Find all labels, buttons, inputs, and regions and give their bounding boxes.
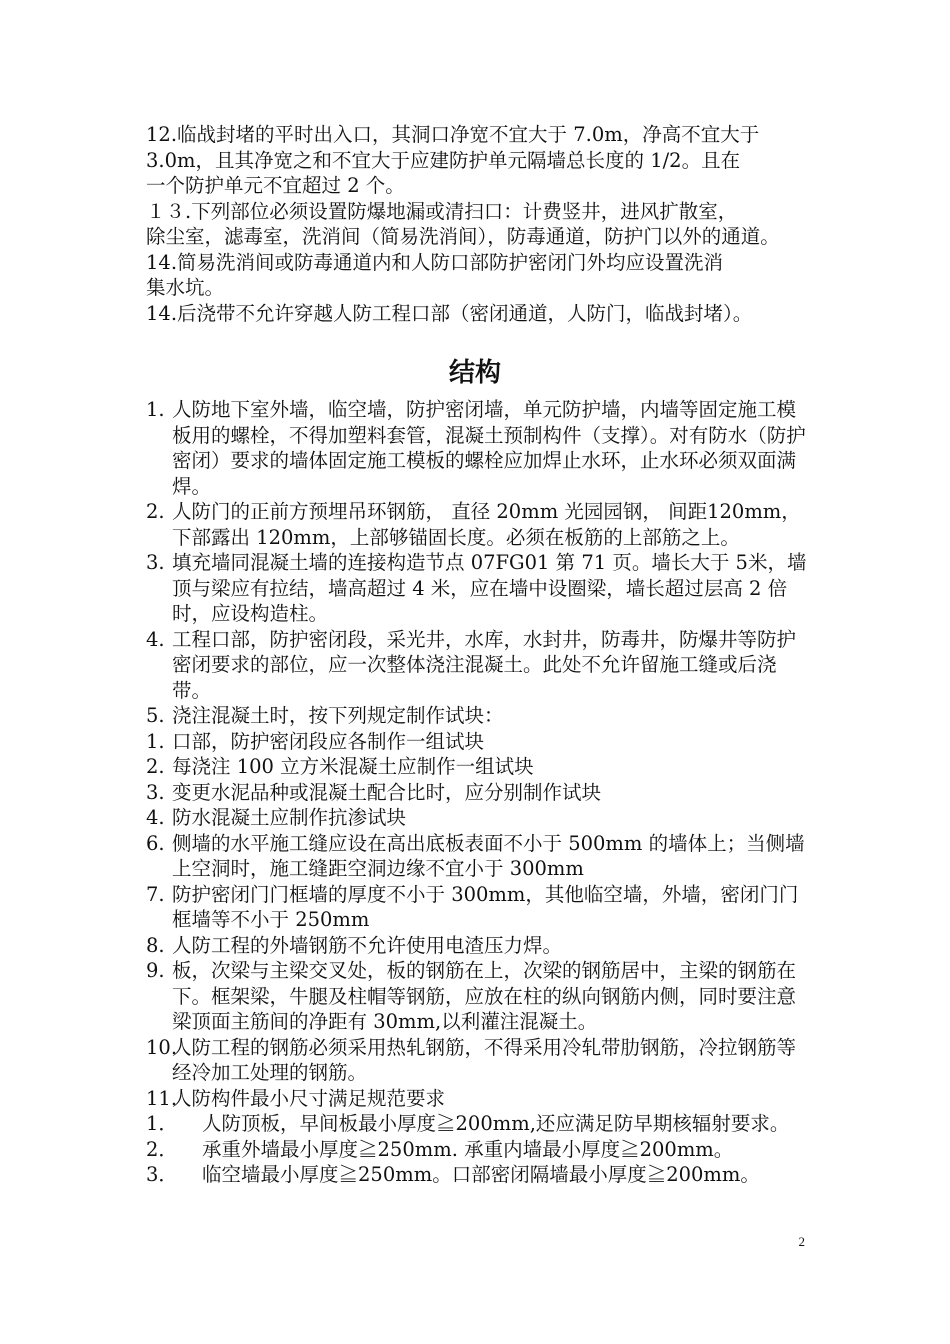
text-line: 层高 2 倍时，应设构造柱。 [172, 576, 788, 625]
list-number: 2. [146, 755, 165, 778]
list-number: 3. [146, 780, 165, 804]
intro-paragraph [146, 250, 810, 301]
list-item [146, 933, 810, 959]
list-number: 1． [146, 1112, 178, 1135]
text-line: 人防顶板，早间板最小厚度≧200mm,还应满足防早期核辐射要 [202, 1112, 751, 1135]
sub-list-item [146, 1111, 810, 1137]
list-item [146, 831, 810, 882]
list-item [146, 550, 810, 627]
text-line: 12.临战封堵的平时出入口，其洞口净宽不宜大于 7.0m，净高不宜大于 [146, 123, 760, 146]
list-number: 4. [146, 627, 165, 651]
list-item [146, 754, 810, 780]
text-line: 120mm，下部露出 120mm，上部够锚固长度。必须在板筋的上部筋 [172, 500, 801, 549]
text-line: 工模板用的螺栓，不得加塑料套管，混凝土预制构件（支撑）。对有 [172, 398, 797, 447]
text-line: 防护密闭要求的部位，应一次整体浇注混凝土。此处不允许留施工 [172, 627, 797, 676]
intro-paragraph [146, 301, 810, 327]
section-heading: 结构 [448, 358, 501, 388]
list-number: 2. [146, 500, 165, 523]
text-line: 筋在下。框架梁，牛腿及柱帽等钢筋，应放在柱的纵向钢筋内侧，同 [172, 959, 797, 1008]
list-number: 2． [146, 1137, 178, 1161]
text-line: 防水（防护密闭）要求的墙体固定施工模板的螺栓应加焊止水环， [172, 423, 806, 472]
text-line: 每浇注 100 立方米混凝土应制作一组试块 [172, 755, 534, 778]
list-item [146, 703, 810, 729]
text-line: １３.下列部位必须设置防爆地漏或清扫口：计费竖井，进风扩散室， [146, 199, 738, 223]
intro-section [146, 122, 810, 326]
page-number: 2 [798, 1234, 805, 1249]
text-line: 侧墙的水平施工缝应设在高出底板表面不小于 500mm 的墙体上； [172, 831, 747, 855]
text-line: 填充墙同混凝土墙的连接构造节点 07FG01 第 71 页。墙长大于 5 [172, 551, 748, 574]
list-number: 8. [146, 933, 165, 957]
list-number: 5. [146, 704, 165, 727]
text-line: 防护密闭门门框墙的厚度不小于 300mm，其他临空墙，外墙，密闭 [172, 882, 760, 906]
list-item [146, 780, 810, 806]
text-line: 当侧墙上空洞时，施工缝距空洞边缘不宜小于 300mm [172, 831, 805, 880]
list-item [146, 1086, 810, 1112]
text-line: 浇注混凝土时，按下列规定制作试块： [172, 704, 504, 727]
text-line: 口部，防护密闭段应各制作一组试块 [172, 729, 485, 753]
list-number: 1. [146, 729, 165, 753]
text-line: 承重外墙最小厚度≧250mm. 承重内墙最小厚度≧200mm。 [202, 1137, 734, 1161]
list-item [146, 805, 810, 831]
text-line: 14.后浇带不允许穿越人防工程口部（密闭通道，人防门，临战封堵）。 [146, 301, 753, 325]
sub-list-item [146, 1137, 810, 1163]
text-line: 14.简易洗消间或防毒通道内和人防口部防护密闭门外均应设置洗消 [146, 250, 724, 274]
text-line: 米，墙顶与梁应有拉结，墙高超过 4 米，应在墙中设圈梁，墙长超过 [172, 551, 807, 600]
text-line: 钢筋等经冷加工处理的钢筋。 [172, 1035, 797, 1084]
text-line: 集水坑。 [146, 276, 225, 299]
list-number: 11. [146, 1086, 178, 1110]
list-item [146, 1035, 810, 1086]
sub-list-item [146, 1162, 810, 1188]
intro-paragraph [146, 199, 810, 250]
text-line: 缝或后浇带。 [172, 653, 777, 702]
text-line: 工程口部，防护密闭段，采光井，水库，水封井，防毒井，防爆井等 [172, 627, 758, 651]
list-item [146, 882, 810, 933]
list-number: 9. [146, 959, 165, 982]
intro-paragraph [146, 122, 810, 199]
list-item [146, 729, 810, 755]
text-line: 人防地下室外墙，临空墙，防护密闭墙，单元防护墙，内墙等固定施 [172, 398, 758, 421]
structure-list [146, 397, 810, 1188]
text-line: 防水混凝土应制作抗渗试块 [172, 806, 407, 829]
list-number: 3. [146, 551, 165, 574]
text-line: 时要注意梁顶面主筋间的净距有 30mm,以利灌注混凝土。 [172, 984, 797, 1033]
text-line: 一个防护单元不宜超过 2 个。 [146, 174, 405, 197]
text-line: 人防工程的钢筋必须采用热轧钢筋，不得采用冷轧带肋钢筋，冷拉 [172, 1035, 738, 1059]
list-number: 3． [146, 1163, 178, 1186]
text-line: 人防构件最小尺寸满足规范要求 [172, 1086, 446, 1110]
text-line: 临空墙最小厚度≧250mm。口部密闭隔墙最小厚度≧200mm。 [202, 1163, 760, 1186]
text-line: 之上。 [681, 525, 740, 549]
list-number: 1. [146, 398, 165, 421]
list-number: 7. [146, 882, 165, 906]
text-line: 除尘室，滤毒室，洗消间（简易洗消间），防毒通道，防护门以外的通道。 [146, 225, 780, 248]
text-line: 板，次梁与主梁交叉处，板的钢筋在上，次梁的钢筋居中，主梁的钢 [172, 959, 758, 982]
text-line: 人防工程的外墙钢筋不允许使用电渣压力焊。 [172, 933, 563, 957]
list-item [146, 958, 810, 1035]
list-number: 4. [146, 806, 165, 829]
list-item [146, 627, 810, 704]
list-number: 6. [146, 831, 165, 855]
text-line: 变更水泥品种或混凝土配合比时，应分别制作试块 [172, 780, 602, 804]
text-line: 止水环必须双面满焊。 [172, 449, 797, 498]
list-item [146, 499, 810, 550]
text-line: 求。 [750, 1112, 790, 1135]
text-line: 门门框墙等不小于 250mm [172, 882, 799, 931]
list-number: 10. [146, 1035, 178, 1059]
text-line: 3.0m，且其净宽之和不宜大于应建防护单元隔墙总长度的 1/2。且在 [146, 148, 741, 172]
text-line: 人防门的正前方预埋吊环钢筋， 直径 20mm 光园园钢， 间距 [172, 500, 708, 523]
list-item [146, 397, 810, 499]
